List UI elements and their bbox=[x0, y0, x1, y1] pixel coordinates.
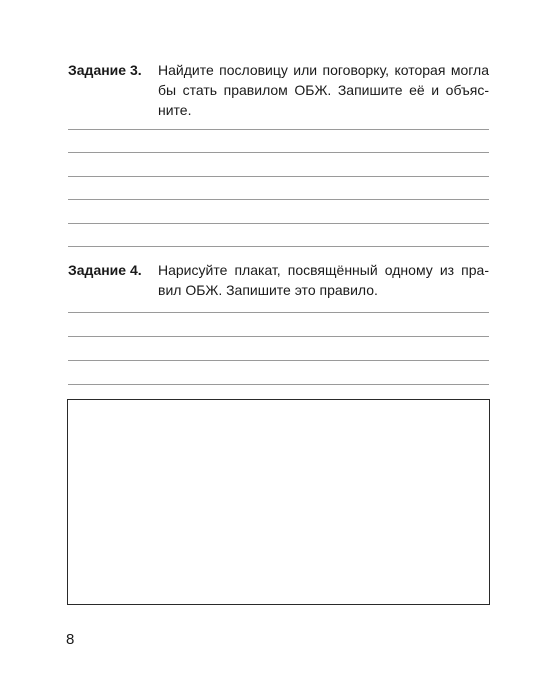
task3-answer-line[interactable] bbox=[68, 129, 489, 130]
page-number: 8 bbox=[66, 631, 75, 648]
poster-drawing-box[interactable] bbox=[67, 399, 490, 605]
task3-text-line: ните. bbox=[158, 102, 192, 118]
task3-answer-line[interactable] bbox=[68, 246, 489, 247]
task4-label: Задание 4. bbox=[68, 262, 142, 278]
task3-text-line: бы стать правилом ОБЖ. Запишите её и объяс- bbox=[158, 82, 489, 98]
task4-answer-line[interactable] bbox=[68, 336, 489, 337]
task4-text-line: Нарисуйте плакат, посвящённый одному из пра- bbox=[158, 262, 489, 278]
task3-answer-line[interactable] bbox=[68, 199, 489, 200]
task3-answer-line[interactable] bbox=[68, 152, 489, 153]
task3-answer-line[interactable] bbox=[68, 223, 489, 224]
task3-answer-line[interactable] bbox=[68, 176, 489, 177]
task4-answer-line[interactable] bbox=[68, 360, 489, 361]
task4-text-line: вил ОБЖ. Запишите это правило. bbox=[158, 282, 378, 298]
task3-label: Задание 3. bbox=[68, 62, 142, 78]
task3-text-line: Найдите пословицу или поговорку, которая могла bbox=[158, 62, 489, 78]
task4-answer-line[interactable] bbox=[68, 312, 489, 313]
task4-answer-line[interactable] bbox=[68, 384, 489, 385]
